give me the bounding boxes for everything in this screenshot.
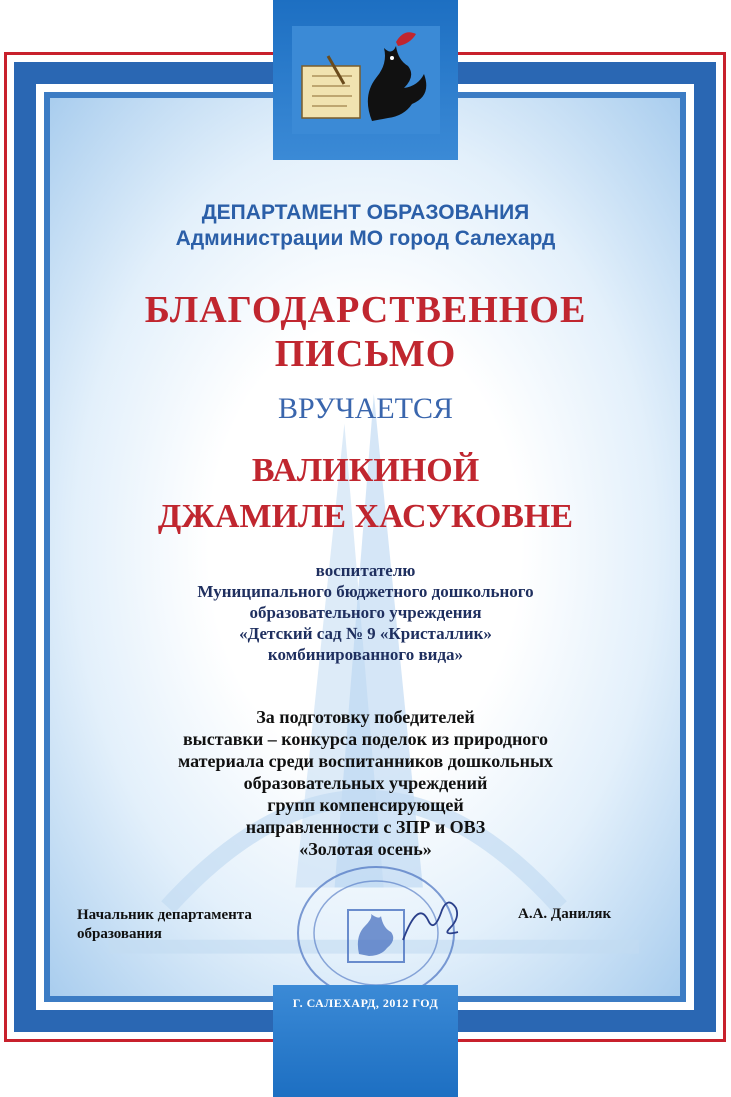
recipient-line2: ДЖАМИЛЕ ХАСУКОВНЕ bbox=[157, 498, 574, 535]
position-line1: воспитателю bbox=[315, 561, 416, 580]
reason-line1: За подготовку победителей bbox=[256, 707, 475, 727]
city-year: Г. САЛЕХАРД, 2012 ГОД bbox=[292, 996, 439, 1010]
department-heading bbox=[0, 200, 731, 252]
recipient-position bbox=[0, 560, 731, 665]
award-reason bbox=[0, 706, 731, 860]
position-line4: «Детский сад № 9 «Кристаллик» bbox=[239, 624, 492, 643]
reason-line7: «Золотая осень» bbox=[299, 839, 432, 859]
awarded-label: ВРУЧАЕТСЯ bbox=[277, 392, 454, 425]
reason-line5: групп компенсирующей bbox=[267, 795, 464, 815]
position-line5: комбинированного вида» bbox=[267, 645, 464, 664]
recipient-line1: ВАЛИКИНОЙ bbox=[251, 452, 480, 489]
title-line2: ПИСЬМО bbox=[274, 333, 457, 375]
reason-line6: направленности с ЗПР и ОВЗ bbox=[245, 817, 486, 837]
signer-title-line1: Начальник департамента bbox=[77, 907, 252, 923]
position-line2: Муниципального бюджетного дошкольного bbox=[197, 582, 534, 601]
letter-title bbox=[0, 288, 731, 376]
salekhard-coat-of-arms-emblem bbox=[292, 26, 440, 134]
reason-line4: образовательных учреждений bbox=[243, 773, 488, 793]
department-line2: Администрации МО город Салехард bbox=[175, 227, 556, 250]
handwritten-signature bbox=[398, 890, 468, 950]
signer-title bbox=[77, 906, 252, 944]
recipient-name bbox=[0, 448, 731, 540]
position-line3: образовательного учреждения bbox=[249, 603, 482, 622]
reason-line2: выставки – конкурса поделок из природного bbox=[182, 729, 549, 749]
reason-line3: материала среди воспитанников дошкольных bbox=[177, 751, 554, 771]
signer-name: А.А. Даниляк bbox=[518, 906, 612, 922]
signer-title-line2: образования bbox=[77, 926, 162, 942]
title-line1: БЛАГОДАРСТВЕННОЕ bbox=[144, 289, 587, 331]
department-line1: ДЕПАРТАМЕНТ ОБРАЗОВАНИЯ bbox=[201, 201, 530, 224]
